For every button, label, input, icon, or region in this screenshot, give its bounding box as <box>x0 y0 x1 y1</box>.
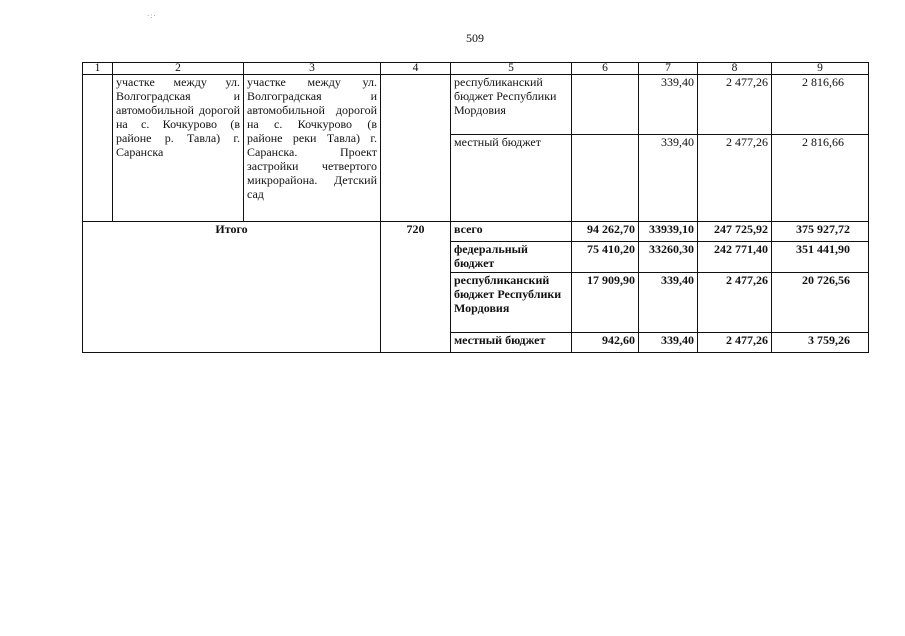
col-number: 2 <box>113 63 244 75</box>
value-cell: 20 726,56 <box>772 273 869 333</box>
total-capacity-cell: 720 <box>381 222 451 353</box>
col-number: 7 <box>639 63 698 75</box>
funding-source-cell: всего <box>451 222 572 242</box>
value-cell: 2 816,66 <box>772 75 869 135</box>
project-description-cell: участке между ул. Волгоградская и автомобильной дорогой на с. Кочкурово (в районе реки Тавла) г. Саранска. Проект застройки четвертого микрорайона. Детский сад <box>244 75 381 222</box>
col-number: 1 <box>83 63 113 75</box>
value-cell: 33939,10 <box>639 222 698 242</box>
col-number: 8 <box>698 63 772 75</box>
budget-table <box>82 62 869 353</box>
value-cell: 2 477,26 <box>698 273 772 333</box>
col-number: 9 <box>772 63 869 75</box>
funding-source-cell: республиканский бюджет Республики Мордовия <box>451 273 572 333</box>
value-cell: 17 909,90 <box>572 273 639 333</box>
value-cell: 33260,30 <box>639 242 698 273</box>
value-cell: 339,40 <box>639 75 698 135</box>
scan-mark: ·:· <box>147 12 157 20</box>
value-cell: 339,40 <box>639 135 698 222</box>
column-number-row <box>83 63 869 75</box>
value-cell: 94 262,70 <box>572 222 639 242</box>
funding-source-cell: республиканский бюджет Республики Мордовия <box>451 75 572 135</box>
total-row <box>83 222 869 242</box>
table-row <box>83 75 869 135</box>
value-cell: 247 725,92 <box>698 222 772 242</box>
funding-source-cell: местный бюджет <box>451 135 572 222</box>
value-cell <box>572 75 639 135</box>
value-cell: 2 477,26 <box>698 135 772 222</box>
funding-source-cell: федеральный бюджет <box>451 242 572 273</box>
col-number: 4 <box>381 63 451 75</box>
value-cell: 375 927,72 <box>772 222 869 242</box>
value-cell: 2 477,26 <box>698 333 772 353</box>
funding-source-cell: местный бюджет <box>451 333 572 353</box>
value-cell: 242 771,40 <box>698 242 772 273</box>
col-number: 5 <box>451 63 572 75</box>
value-cell: 75 410,20 <box>572 242 639 273</box>
total-label-cell: Итого <box>83 222 381 353</box>
value-cell: 942,60 <box>572 333 639 353</box>
value-cell: 339,40 <box>639 333 698 353</box>
value-cell: 2 477,26 <box>698 75 772 135</box>
col-number: 3 <box>244 63 381 75</box>
value-cell: 3 759,26 <box>772 333 869 353</box>
value-cell: 351 441,90 <box>772 242 869 273</box>
col-number: 6 <box>572 63 639 75</box>
project-location-cell: участке между ул. Волгоградская и автомобильной дорогой на с. Кочкурово (в районе р. Тавла) г. Саранска <box>113 75 244 222</box>
value-cell: 339,40 <box>639 273 698 333</box>
project-index-cell <box>83 75 113 222</box>
value-cell <box>572 135 639 222</box>
page-number: 509 <box>466 31 484 45</box>
value-cell: 2 816,66 <box>772 135 869 222</box>
project-capacity-cell <box>381 75 451 222</box>
